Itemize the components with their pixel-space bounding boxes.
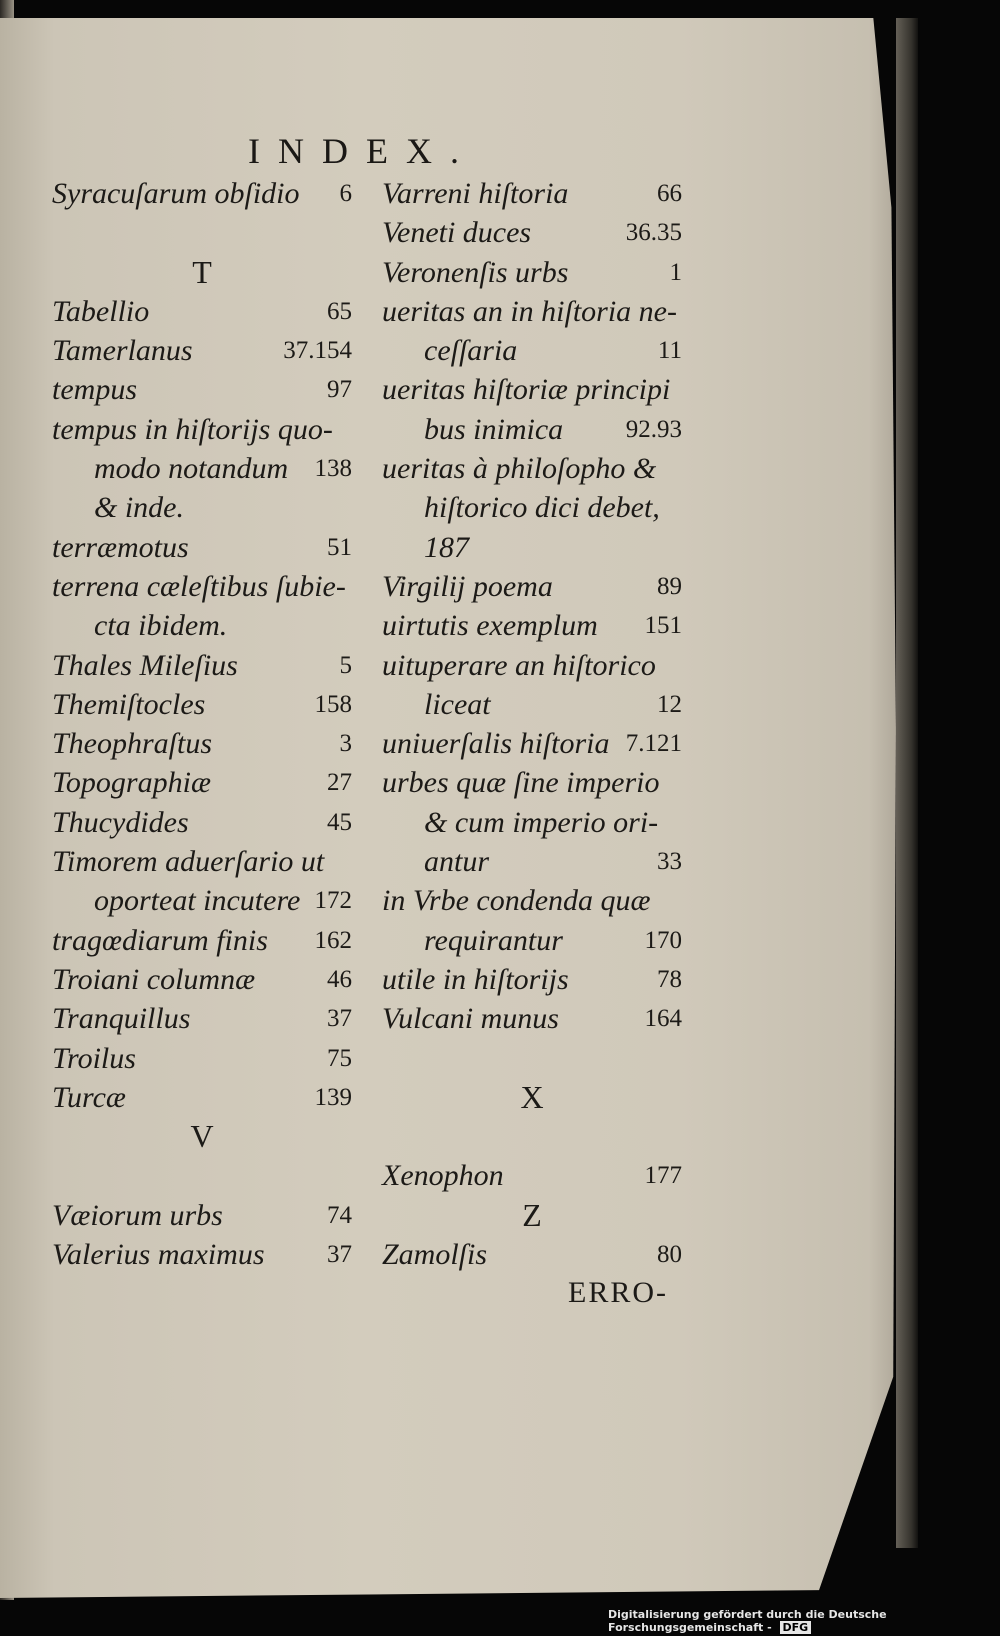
entry-term: Vulcani munus	[382, 1002, 559, 1036]
index-entry	[52, 842, 352, 881]
index-entry	[52, 685, 352, 724]
entry-page-number: 1	[669, 258, 682, 286]
entry-page-number: 97	[327, 376, 352, 404]
entry-page-number: 162	[314, 926, 352, 954]
entry-term: Turcæ	[52, 1080, 126, 1114]
index-entry	[382, 370, 682, 409]
entry-term: ueritas an in hiſtoria ne-	[382, 294, 677, 328]
entry-term: Tamerlanus	[52, 334, 193, 368]
index-entry	[382, 528, 682, 567]
index-entry	[52, 999, 352, 1038]
entry-page-number: 177	[644, 1162, 682, 1190]
entry-term: terrena cæleſtibus ſubie-	[52, 569, 346, 603]
entry-page-number: 92.93	[625, 415, 682, 443]
entry-page-number: 46	[327, 965, 352, 993]
index-entry	[382, 410, 682, 449]
entry-page-number: 66	[657, 180, 682, 207]
entry-term: 187	[424, 530, 469, 564]
entry-term: terræmotus	[52, 530, 189, 564]
entry-page-number: 80	[657, 1241, 682, 1269]
entry-term: Xenophon	[382, 1159, 504, 1193]
section-letter: T	[192, 253, 212, 290]
index-entry	[52, 803, 352, 842]
entry-term: Thales Mileſius	[52, 648, 238, 682]
entry-term: & inde.	[94, 491, 184, 525]
index-entry	[382, 174, 682, 213]
index-entry	[382, 331, 682, 370]
index-entry	[52, 488, 352, 527]
index-column-left	[52, 174, 352, 1274]
entry-page-number: 33	[657, 848, 682, 876]
entry-term: antur	[424, 845, 490, 879]
entry-term: cta ibidem.	[94, 609, 228, 643]
blank-line	[382, 1117, 682, 1156]
entry-page-number: 37.154	[283, 337, 352, 365]
entry-term: Tranquillus	[52, 1002, 191, 1036]
index-entry	[382, 606, 682, 645]
entry-term: urbes quæ ſine imperio	[382, 766, 660, 800]
index-entry	[52, 331, 352, 370]
index-entry	[382, 763, 682, 802]
entry-term: Væiorum urbs	[52, 1198, 223, 1232]
index-entry	[52, 960, 352, 999]
index-entry	[52, 174, 352, 213]
index-entry	[382, 724, 682, 763]
page-edge-shadow	[896, 18, 918, 1548]
entry-page-number: 27	[327, 769, 352, 797]
index-entry	[52, 606, 352, 645]
entry-term: bus inimica	[424, 412, 564, 446]
index-entry	[52, 567, 352, 606]
entry-page-number: 45	[327, 808, 352, 836]
index-entry	[382, 803, 682, 842]
section-letter: Z	[522, 1196, 542, 1233]
index-entry	[382, 646, 682, 685]
entry-term: Veronenſis urbs	[382, 255, 569, 289]
index-entry	[382, 999, 682, 1038]
index-entry	[52, 449, 352, 488]
section-letter: V	[190, 1118, 214, 1155]
entry-page-number: 170	[644, 926, 682, 954]
entry-term: Troiani columnæ	[52, 962, 256, 996]
index-entry	[52, 370, 352, 409]
index-entry	[52, 1196, 352, 1235]
entry-page-number: 37	[327, 1241, 352, 1269]
index-entry	[382, 213, 682, 252]
entry-term: ueritas hiſtoriæ principi	[382, 373, 671, 407]
index-entry	[52, 1078, 352, 1117]
section-letter: X	[520, 1078, 544, 1115]
entry-term: tragœdiarum finis	[52, 923, 268, 957]
blank-line	[52, 213, 352, 252]
entry-term: Theophraſtus	[52, 727, 213, 761]
entry-term: Veneti duces	[382, 216, 532, 250]
index-entry	[52, 1039, 352, 1078]
entry-page-number: 74	[327, 1201, 352, 1229]
entry-page-number: 7.121	[625, 730, 682, 758]
index-entry	[382, 1156, 682, 1195]
entry-term: utile in hiſtorijs	[382, 962, 569, 996]
entry-page-number: 5	[339, 651, 352, 679]
entry-term: uirtutis exemplum	[382, 609, 598, 643]
index-entry	[52, 1235, 352, 1274]
entry-page-number: 11	[657, 337, 682, 365]
index-entry	[52, 646, 352, 685]
entry-term: tempus	[52, 373, 137, 407]
entry-term: Tabellio	[52, 294, 150, 328]
entry-term: Zamolſis	[382, 1238, 488, 1272]
index-entry	[382, 292, 682, 331]
entry-term: modo notandum	[94, 452, 289, 486]
entry-page-number: 89	[657, 572, 682, 600]
index-entry	[382, 567, 682, 606]
entry-term: ceſſaria	[424, 334, 518, 368]
page-header: INDEX.	[248, 131, 477, 171]
index-entry	[52, 763, 352, 802]
entry-page-number: 65	[327, 297, 352, 325]
entry-term: liceat	[424, 687, 491, 721]
catchword: ERRO-	[568, 1276, 668, 1309]
index-column-right	[382, 174, 682, 1274]
digitization-footer	[608, 1608, 1000, 1634]
entry-term: Thucydides	[52, 805, 189, 839]
entry-term: Themiſtocles	[52, 687, 206, 721]
entry-term: in Vrbe condenda quæ	[382, 884, 651, 918]
entry-page-number: 172	[314, 887, 352, 915]
index-entry	[52, 410, 352, 449]
index-entry	[52, 881, 352, 920]
footer-text: Digitalisierung gefördert durch die Deutsche Forschungsgemeinschaft -	[608, 1608, 887, 1634]
index-entry	[382, 842, 682, 881]
index-entry	[382, 921, 682, 960]
entry-page-number: 3	[339, 730, 352, 758]
entry-page-number: 158	[314, 690, 352, 718]
index-entry	[382, 488, 682, 527]
entry-page-number: 36.35	[625, 219, 682, 247]
entry-term: Timorem aduerſario ut	[52, 845, 325, 879]
entry-term: ueritas à philoſopho &	[382, 452, 657, 486]
entry-term: Syracuſarum obſidio	[52, 177, 300, 210]
entry-term: Virgilij poema	[382, 569, 553, 603]
index-entry	[382, 960, 682, 999]
index-entry	[382, 253, 682, 292]
index-entry	[52, 921, 352, 960]
entry-page-number: 151	[644, 612, 682, 640]
index-entry	[382, 685, 682, 724]
entry-page-number: 37	[327, 1005, 352, 1033]
entry-page-number: 6	[339, 180, 352, 207]
entry-term: Varreni hiſtoria	[382, 177, 569, 210]
entry-term: Valerius maximus	[52, 1238, 265, 1272]
entry-page-number: 51	[327, 533, 352, 561]
entry-term: requirantur	[424, 923, 563, 957]
entry-page-number: 12	[657, 690, 682, 718]
index-entry	[52, 292, 352, 331]
entry-term: uniuerſalis hiſtoria	[382, 727, 610, 761]
entry-term: tempus in hiſtorijs quo-	[52, 412, 333, 446]
entry-term: Troilus	[52, 1041, 136, 1075]
entry-page-number: 75	[327, 1044, 352, 1072]
index-entry	[52, 724, 352, 763]
entry-page-number: 138	[314, 455, 352, 483]
entry-term: uituperare an hiſtorico	[382, 648, 656, 682]
blank-line	[52, 1156, 352, 1195]
blank-line	[382, 1039, 682, 1078]
dfg-logo: DFG	[780, 1621, 812, 1634]
entry-page-number: 78	[657, 965, 682, 993]
entry-term: oporteat incutere	[94, 884, 301, 918]
index-entry	[382, 449, 682, 488]
index-entry	[52, 528, 352, 567]
entry-page-number: 164	[644, 1005, 682, 1033]
entry-page-number: 139	[314, 1083, 352, 1111]
index-entry	[382, 1235, 682, 1274]
entry-term: hiſtorico dici debet,	[424, 491, 660, 525]
index-entry	[382, 881, 682, 920]
entry-term: & cum imperio ori-	[424, 805, 659, 839]
entry-term: Topographiæ	[52, 766, 211, 800]
